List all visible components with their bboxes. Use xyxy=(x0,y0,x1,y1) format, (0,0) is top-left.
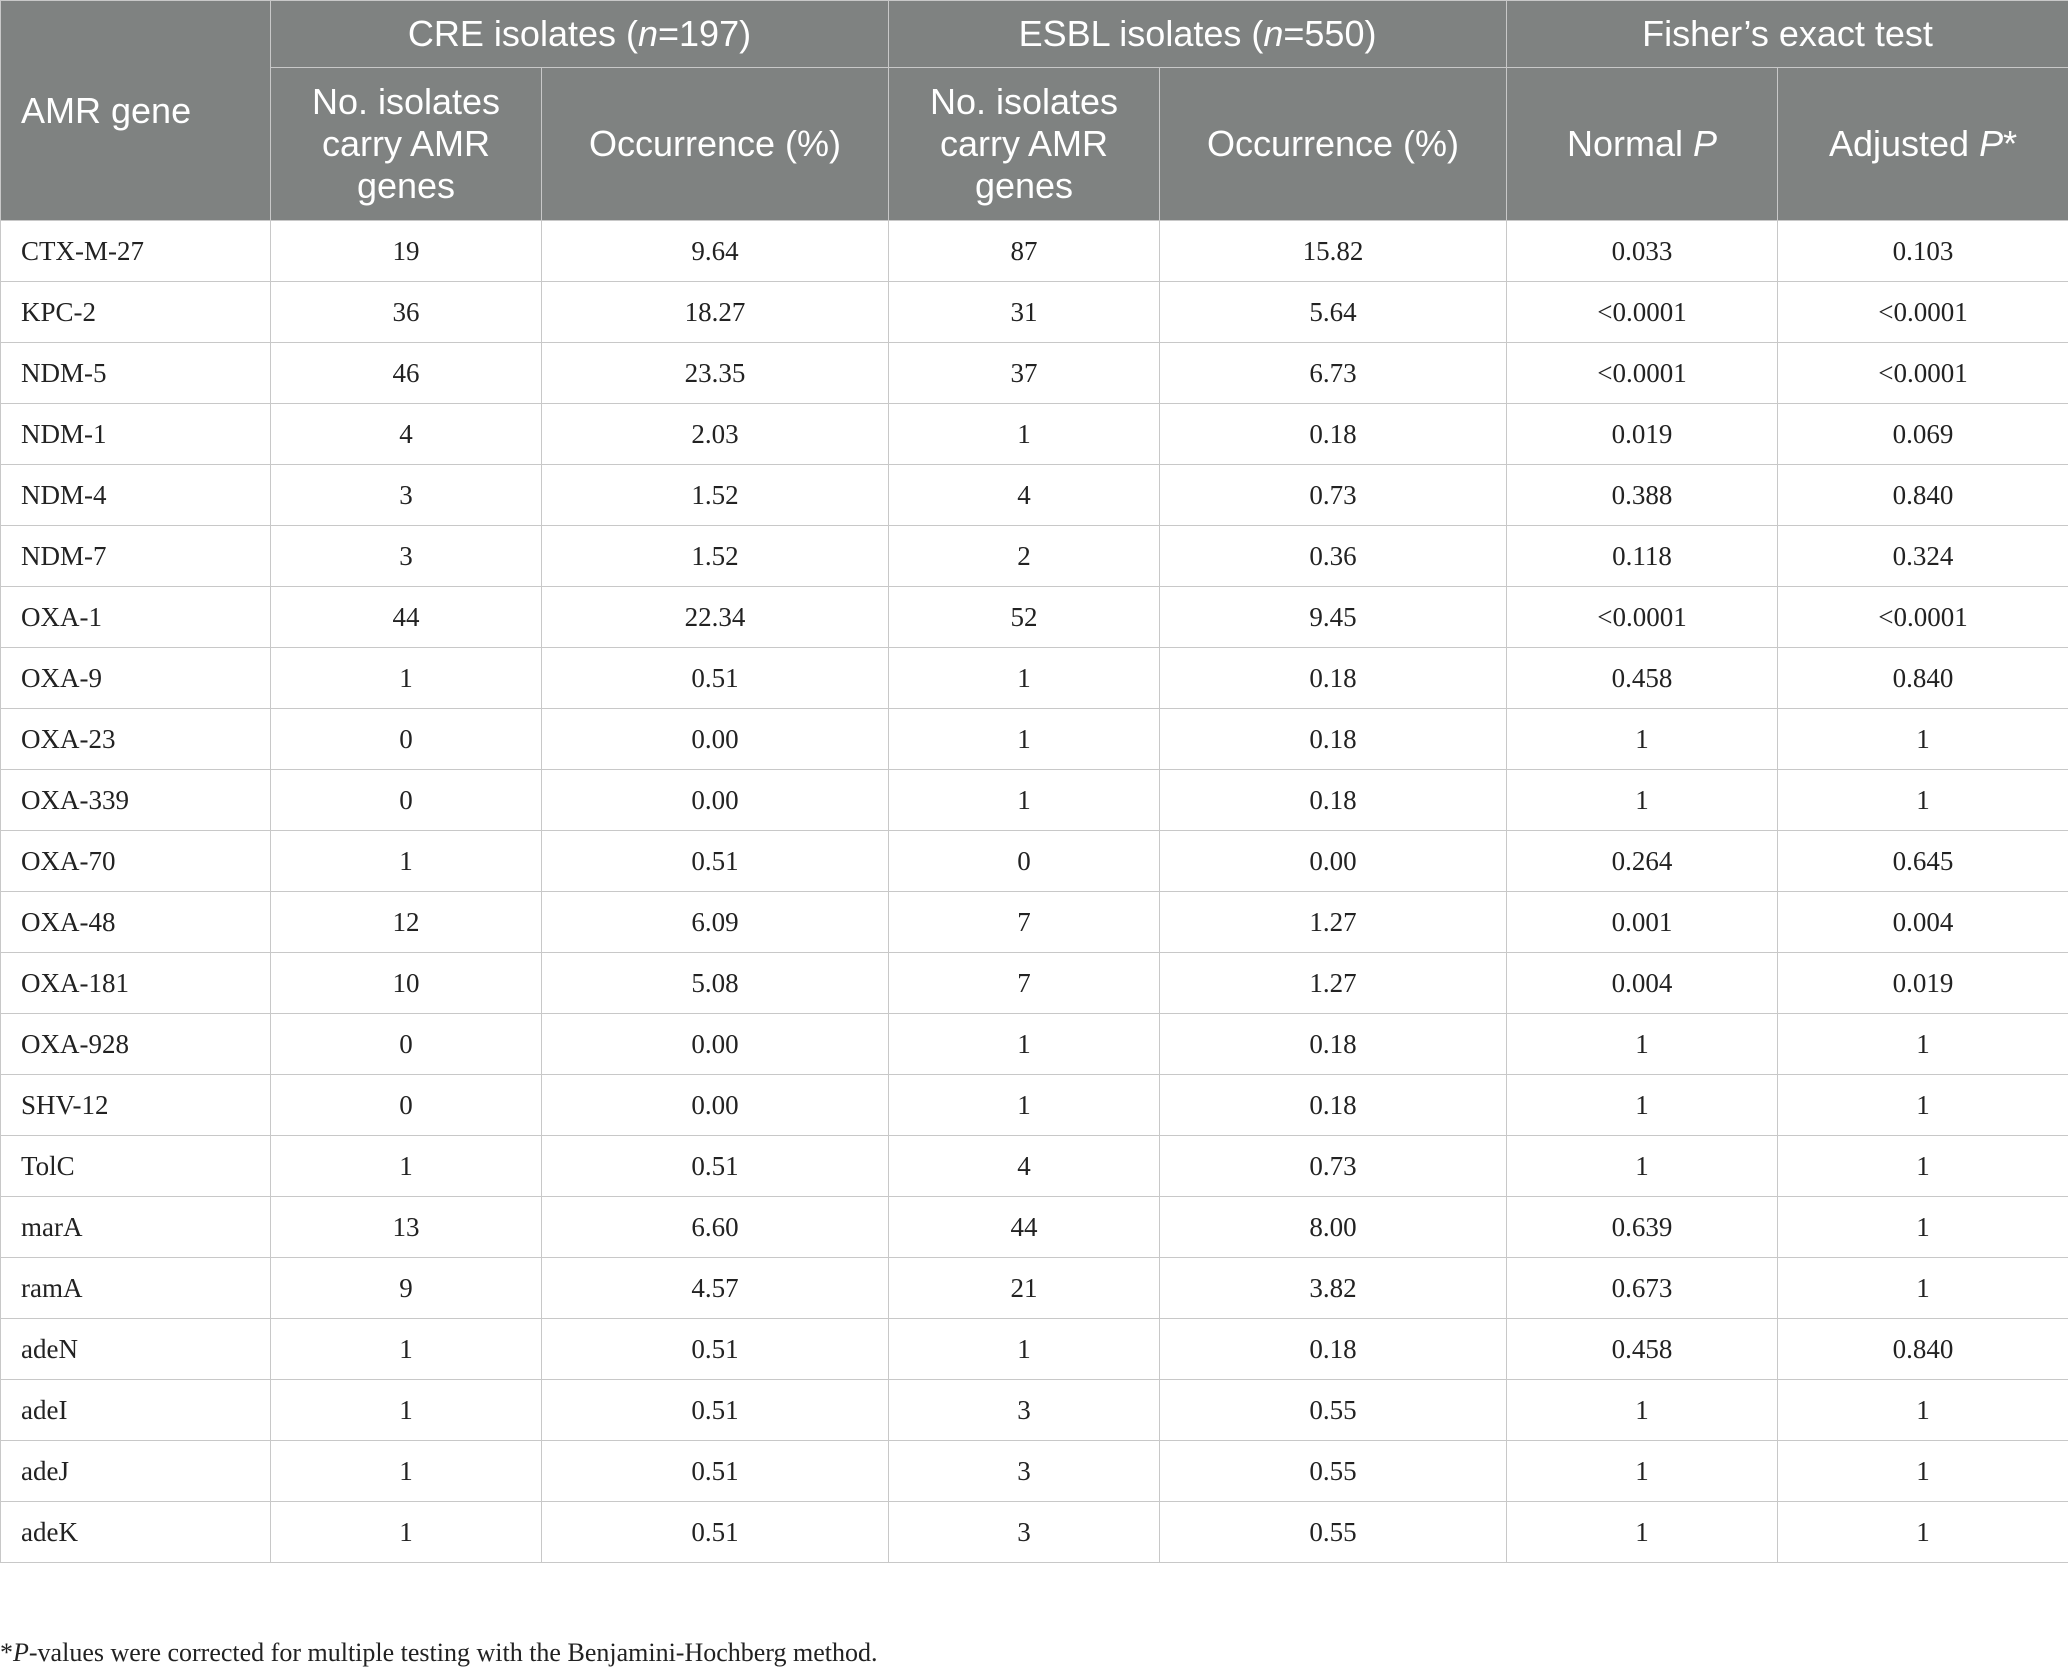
cre-occurrence-cell: 0.00 xyxy=(542,1075,889,1136)
adjusted-p-cell: 0.324 xyxy=(1778,526,2068,587)
gene-cell: adeI xyxy=(1,1380,271,1441)
cre-count-cell: 0 xyxy=(271,1014,542,1075)
table-row xyxy=(1,587,2068,648)
cre-count-cell: 10 xyxy=(271,953,542,1014)
esbl-occurrence-cell: 9.45 xyxy=(1160,587,1507,648)
normal-p-cell: 0.019 xyxy=(1507,404,1778,465)
gene-cell: OXA-181 xyxy=(1,953,271,1014)
adjusted-p-cell: 0.004 xyxy=(1778,892,2068,953)
normal-p-cell: 1 xyxy=(1507,1380,1778,1441)
cre-occurrence-cell: 18.27 xyxy=(542,282,889,343)
gene-cell: OXA-9 xyxy=(1,648,271,709)
esbl-occurrence-cell: 1.27 xyxy=(1160,892,1507,953)
cre-count-cell: 9 xyxy=(271,1258,542,1319)
header-esbl-count: No. isolates carry AMR genes xyxy=(889,68,1160,221)
footnote-star: * xyxy=(0,1638,13,1667)
esbl-count-cell: 52 xyxy=(889,587,1160,648)
header-adjusted-p-prefix: Adjusted xyxy=(1828,123,1980,164)
cre-count-cell: 0 xyxy=(271,709,542,770)
cre-count-cell: 46 xyxy=(271,343,542,404)
table-footnote xyxy=(0,1638,877,1668)
normal-p-cell: <0.0001 xyxy=(1507,587,1778,648)
header-adjusted-p-suffix: * xyxy=(2003,123,2018,164)
header-normal-p xyxy=(1507,68,1778,221)
esbl-occurrence-cell: 1.27 xyxy=(1160,953,1507,1014)
esbl-occurrence-cell: 0.00 xyxy=(1160,831,1507,892)
header-cre-n: n xyxy=(637,13,659,54)
cre-occurrence-cell: 0.51 xyxy=(542,1502,889,1563)
esbl-count-cell: 1 xyxy=(889,709,1160,770)
normal-p-cell: 0.001 xyxy=(1507,892,1778,953)
esbl-occurrence-cell: 0.18 xyxy=(1160,648,1507,709)
adjusted-p-cell: 0.840 xyxy=(1778,1319,2068,1380)
table-row xyxy=(1,404,2068,465)
table-row xyxy=(1,1380,2068,1441)
cre-occurrence-cell: 0.51 xyxy=(542,1319,889,1380)
header-esbl-group xyxy=(889,1,1507,68)
cre-occurrence-cell: 0.51 xyxy=(542,1380,889,1441)
table-row xyxy=(1,953,2068,1014)
cre-count-cell: 1 xyxy=(271,831,542,892)
esbl-count-cell: 87 xyxy=(889,221,1160,282)
cre-occurrence-cell: 6.09 xyxy=(542,892,889,953)
adjusted-p-cell: 1 xyxy=(1778,1380,2068,1441)
esbl-occurrence-cell: 0.18 xyxy=(1160,770,1507,831)
header-cre-prefix: CRE isolates ( xyxy=(407,13,638,54)
table-row xyxy=(1,526,2068,587)
gene-cell: OXA-48 xyxy=(1,892,271,953)
gene-cell: NDM-5 xyxy=(1,343,271,404)
esbl-occurrence-cell: 0.73 xyxy=(1160,465,1507,526)
cre-count-cell: 1 xyxy=(271,1441,542,1502)
esbl-count-cell: 7 xyxy=(889,892,1160,953)
gene-cell: OXA-23 xyxy=(1,709,271,770)
esbl-occurrence-cell: 0.55 xyxy=(1160,1441,1507,1502)
esbl-count-cell: 0 xyxy=(889,831,1160,892)
cre-count-cell: 4 xyxy=(271,404,542,465)
cre-count-cell: 44 xyxy=(271,587,542,648)
cre-occurrence-cell: 0.51 xyxy=(542,648,889,709)
adjusted-p-cell: 1 xyxy=(1778,770,2068,831)
gene-cell: marA xyxy=(1,1197,271,1258)
table-row xyxy=(1,1136,2068,1197)
esbl-count-cell: 3 xyxy=(889,1502,1160,1563)
header-fisher-group: Fisher’s exact test xyxy=(1507,1,2068,68)
cre-count-cell: 12 xyxy=(271,892,542,953)
gene-cell: CTX-M-27 xyxy=(1,221,271,282)
header-cre-count: No. isolates carry AMR genes xyxy=(271,68,542,221)
esbl-count-cell: 44 xyxy=(889,1197,1160,1258)
cre-count-cell: 1 xyxy=(271,1136,542,1197)
esbl-count-cell: 3 xyxy=(889,1380,1160,1441)
normal-p-cell: 1 xyxy=(1507,770,1778,831)
header-esbl-prefix: ESBL isolates ( xyxy=(1018,13,1264,54)
normal-p-cell: 1 xyxy=(1507,1075,1778,1136)
esbl-count-cell: 31 xyxy=(889,282,1160,343)
normal-p-cell: 0.458 xyxy=(1507,648,1778,709)
gene-cell: OXA-70 xyxy=(1,831,271,892)
header-cre-occurrence: Occurrence (%) xyxy=(542,68,889,221)
table-row xyxy=(1,221,2068,282)
cre-occurrence-cell: 0.51 xyxy=(542,1136,889,1197)
esbl-count-cell: 1 xyxy=(889,404,1160,465)
table-row xyxy=(1,831,2068,892)
adjusted-p-cell: 1 xyxy=(1778,1502,2068,1563)
adjusted-p-cell: <0.0001 xyxy=(1778,343,2068,404)
header-normal-p-letter: P xyxy=(1693,123,1718,164)
footnote-p: P xyxy=(13,1638,29,1667)
gene-cell: OXA-1 xyxy=(1,587,271,648)
cre-occurrence-cell: 23.35 xyxy=(542,343,889,404)
adjusted-p-cell: 0.645 xyxy=(1778,831,2068,892)
cre-occurrence-cell: 5.08 xyxy=(542,953,889,1014)
gene-cell: adeK xyxy=(1,1502,271,1563)
cre-count-cell: 0 xyxy=(271,770,542,831)
gene-cell: TolC xyxy=(1,1136,271,1197)
header-cre-suffix: =197) xyxy=(658,13,752,54)
esbl-occurrence-cell: 0.55 xyxy=(1160,1380,1507,1441)
normal-p-cell: 1 xyxy=(1507,1441,1778,1502)
gene-cell: ramA xyxy=(1,1258,271,1319)
esbl-occurrence-cell: 0.73 xyxy=(1160,1136,1507,1197)
cre-occurrence-cell: 9.64 xyxy=(542,221,889,282)
header-amr-gene: AMR gene xyxy=(1,1,271,221)
cre-count-cell: 1 xyxy=(271,648,542,709)
gene-cell: OXA-928 xyxy=(1,1014,271,1075)
cre-occurrence-cell: 1.52 xyxy=(542,526,889,587)
cre-count-cell: 0 xyxy=(271,1075,542,1136)
esbl-count-cell: 1 xyxy=(889,1014,1160,1075)
normal-p-cell: 0.264 xyxy=(1507,831,1778,892)
esbl-occurrence-cell: 0.18 xyxy=(1160,709,1507,770)
header-row-groups xyxy=(1,1,2068,68)
normal-p-cell: <0.0001 xyxy=(1507,282,1778,343)
table-row xyxy=(1,709,2068,770)
esbl-count-cell: 7 xyxy=(889,953,1160,1014)
header-adjusted-p-letter: P xyxy=(1979,123,2004,164)
normal-p-cell: 0.458 xyxy=(1507,1319,1778,1380)
cre-occurrence-cell: 2.03 xyxy=(542,404,889,465)
cre-occurrence-cell: 0.51 xyxy=(542,1441,889,1502)
table-row xyxy=(1,1502,2068,1563)
gene-cell: OXA-339 xyxy=(1,770,271,831)
cre-count-cell: 3 xyxy=(271,526,542,587)
esbl-occurrence-cell: 0.36 xyxy=(1160,526,1507,587)
esbl-count-cell: 1 xyxy=(889,1319,1160,1380)
header-esbl-n: n xyxy=(1263,13,1284,54)
cre-occurrence-cell: 0.00 xyxy=(542,709,889,770)
table-header xyxy=(1,1,2068,221)
normal-p-cell: 0.033 xyxy=(1507,221,1778,282)
cre-occurrence-cell: 1.52 xyxy=(542,465,889,526)
esbl-occurrence-cell: 5.64 xyxy=(1160,282,1507,343)
cre-occurrence-cell: 4.57 xyxy=(542,1258,889,1319)
table-row xyxy=(1,1197,2068,1258)
adjusted-p-cell: <0.0001 xyxy=(1778,282,2068,343)
adjusted-p-cell: 1 xyxy=(1778,1441,2068,1502)
cre-count-cell: 19 xyxy=(271,221,542,282)
gene-cell: SHV-12 xyxy=(1,1075,271,1136)
cre-occurrence-cell: 0.51 xyxy=(542,831,889,892)
normal-p-cell: 1 xyxy=(1507,1136,1778,1197)
table-row xyxy=(1,1441,2068,1502)
esbl-occurrence-cell: 6.73 xyxy=(1160,343,1507,404)
esbl-count-cell: 3 xyxy=(889,1441,1160,1502)
esbl-count-cell: 1 xyxy=(889,1075,1160,1136)
header-adjusted-p xyxy=(1778,68,2068,221)
normal-p-cell: 0.673 xyxy=(1507,1258,1778,1319)
cre-count-cell: 36 xyxy=(271,282,542,343)
cre-occurrence-cell: 22.34 xyxy=(542,587,889,648)
normal-p-cell: 1 xyxy=(1507,1014,1778,1075)
adjusted-p-cell: 1 xyxy=(1778,1197,2068,1258)
cre-occurrence-cell: 0.00 xyxy=(542,770,889,831)
cre-count-cell: 1 xyxy=(271,1319,542,1380)
normal-p-cell: 1 xyxy=(1507,1502,1778,1563)
header-esbl-suffix: =550) xyxy=(1283,13,1377,54)
gene-cell: NDM-4 xyxy=(1,465,271,526)
table-row xyxy=(1,1014,2068,1075)
esbl-count-cell: 4 xyxy=(889,1136,1160,1197)
cre-count-cell: 3 xyxy=(271,465,542,526)
header-cre-group xyxy=(271,1,889,68)
adjusted-p-cell: 1 xyxy=(1778,1258,2068,1319)
adjusted-p-cell: 1 xyxy=(1778,1136,2068,1197)
esbl-occurrence-cell: 3.82 xyxy=(1160,1258,1507,1319)
gene-cell: adeN xyxy=(1,1319,271,1380)
header-normal-p-prefix: Normal xyxy=(1567,123,1694,164)
cre-count-cell: 13 xyxy=(271,1197,542,1258)
adjusted-p-cell: 0.103 xyxy=(1778,221,2068,282)
esbl-count-cell: 37 xyxy=(889,343,1160,404)
table-body xyxy=(1,221,2068,1563)
esbl-occurrence-cell: 0.18 xyxy=(1160,1075,1507,1136)
cre-occurrence-cell: 0.00 xyxy=(542,1014,889,1075)
esbl-count-cell: 21 xyxy=(889,1258,1160,1319)
normal-p-cell: <0.0001 xyxy=(1507,343,1778,404)
normal-p-cell: 0.118 xyxy=(1507,526,1778,587)
header-row-columns xyxy=(1,68,2068,221)
adjusted-p-cell: 0.069 xyxy=(1778,404,2068,465)
normal-p-cell: 0.388 xyxy=(1507,465,1778,526)
esbl-occurrence-cell: 0.18 xyxy=(1160,1319,1507,1380)
esbl-occurrence-cell: 0.18 xyxy=(1160,404,1507,465)
table-row xyxy=(1,770,2068,831)
esbl-occurrence-cell: 15.82 xyxy=(1160,221,1507,282)
table-row xyxy=(1,343,2068,404)
table-row xyxy=(1,465,2068,526)
esbl-count-cell: 2 xyxy=(889,526,1160,587)
adjusted-p-cell: 0.840 xyxy=(1778,648,2068,709)
adjusted-p-cell: 1 xyxy=(1778,1014,2068,1075)
table-row xyxy=(1,1075,2068,1136)
adjusted-p-cell: 1 xyxy=(1778,1075,2068,1136)
table-row xyxy=(1,1258,2068,1319)
header-esbl-occurrence: Occurrence (%) xyxy=(1160,68,1507,221)
cre-occurrence-cell: 6.60 xyxy=(542,1197,889,1258)
table-row xyxy=(1,1319,2068,1380)
gene-cell: NDM-1 xyxy=(1,404,271,465)
footnote-text: -values were corrected for multiple testing with the Benjamini-Hochberg method. xyxy=(28,1638,878,1667)
cre-count-cell: 1 xyxy=(271,1380,542,1441)
esbl-occurrence-cell: 0.55 xyxy=(1160,1502,1507,1563)
adjusted-p-cell: 0.019 xyxy=(1778,953,2068,1014)
adjusted-p-cell: 0.840 xyxy=(1778,465,2068,526)
adjusted-p-cell: 1 xyxy=(1778,709,2068,770)
esbl-count-cell: 4 xyxy=(889,465,1160,526)
table-row xyxy=(1,648,2068,709)
esbl-occurrence-cell: 0.18 xyxy=(1160,1014,1507,1075)
normal-p-cell: 0.639 xyxy=(1507,1197,1778,1258)
esbl-count-cell: 1 xyxy=(889,648,1160,709)
gene-cell: adeJ xyxy=(1,1441,271,1502)
gene-cell: NDM-7 xyxy=(1,526,271,587)
esbl-occurrence-cell: 8.00 xyxy=(1160,1197,1507,1258)
table-row xyxy=(1,282,2068,343)
normal-p-cell: 0.004 xyxy=(1507,953,1778,1014)
esbl-count-cell: 1 xyxy=(889,770,1160,831)
normal-p-cell: 1 xyxy=(1507,709,1778,770)
adjusted-p-cell: <0.0001 xyxy=(1778,587,2068,648)
cre-count-cell: 1 xyxy=(271,1502,542,1563)
table-row xyxy=(1,892,2068,953)
gene-cell: KPC-2 xyxy=(1,282,271,343)
